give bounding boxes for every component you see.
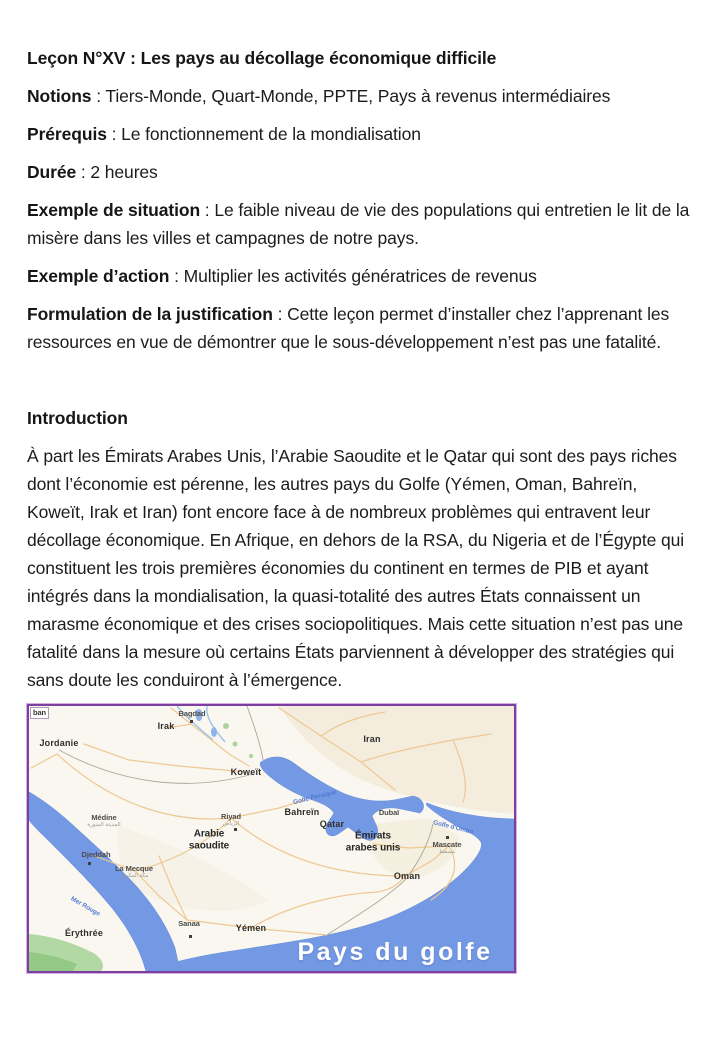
map-caption: Pays du golfe (297, 938, 493, 966)
map-label-erythree: Érythrée (64, 928, 104, 938)
label-formulation: Formulation de la justification (27, 304, 273, 324)
map-label-medine: Médine (91, 813, 117, 822)
map-label-koweit: Koweït (230, 767, 262, 777)
map-label-golfe-oman: Golfe d'Oman (432, 819, 474, 836)
text-notions: : Tiers-Monde, Quart-Monde, PPTE, Pays à revenus intermédiaires (91, 86, 611, 106)
map-label-iran: Iran (363, 734, 381, 744)
map-label-mer-rouge: Mer Rouge (69, 895, 102, 918)
map-label-mascate-arabic: مسقط (439, 849, 455, 855)
label-notions: Notions (27, 86, 92, 106)
map-label-riyad: Riyad (221, 812, 241, 821)
section-heading-text: Introduction (27, 408, 128, 428)
label-duree: Durée (27, 162, 77, 182)
label-exemple-action: Exemple d’action (27, 266, 170, 286)
map-label-dubai: Dubaï (378, 808, 400, 817)
paragraph-duree (27, 158, 693, 186)
blank-line (27, 366, 693, 404)
map-label-la-mecque: La Mecque (115, 864, 153, 873)
lesson-title (27, 44, 693, 72)
map-label-medine-arabic: المدينة المنورة (87, 822, 121, 828)
lesson-text (27, 44, 693, 973)
text-prerequis: : Le fonctionnement de la mondialisation (106, 124, 421, 144)
map-label-sanaa: Sanaa (178, 919, 200, 928)
map-label-yemen: Yémen (235, 923, 267, 933)
text-exemple-situation: : Le faible niveau de vie des populations qui entretien le lit de la misère dans les villes et campagnes de notre pays. (27, 200, 690, 248)
map-corner-label: ban (30, 707, 49, 719)
map-label-bagdad: Bagdad (178, 709, 206, 718)
gulf-map-image (27, 704, 516, 973)
label-exemple-situation: Exemple de situation (27, 200, 201, 220)
text-duree: : 2 heures (76, 162, 158, 182)
lesson-title-text: Leçon N°XV : Les pays au décollage économique difficile (27, 48, 497, 68)
map-label-emirats: Émirats arabes unis (345, 830, 401, 853)
paragraph-exemple-action (27, 262, 693, 290)
map-label-la-mecque-arabic: مكة المكرمة (119, 873, 149, 879)
map-label-bahrein: Bahreïn (284, 807, 320, 817)
map-label-golfe-persique: Golfe Persique (292, 788, 338, 807)
map-label-oman: Oman (393, 871, 421, 881)
section-heading (27, 404, 693, 432)
paragraph-exemple-situation (27, 196, 693, 252)
paragraph-prerequis (27, 120, 693, 148)
intro-paragraph: À part les Émirats Arabes Unis, l’Arabie Saoudite et le Qatar qui sont des pays riches dont l’économie est pérenne, les autres pays du Golfe (Yémen, Oman, Bahreïn, Koweït, Irak et Iran) font encore face à de nombreux problèmes qui entravent leur décollage économique. En Afrique, en dehors de la RSA, du Nigeria et de l’Égypte qui constituent les trois premières économies du continent en termes de PIB et ayant intégrés dans la mondialisation, la quasi-totalité des autres États connaissent un marasme économique et des crises sociopolitiques. Mais cette situation n’est pas une fatalité dans la mesure où certains États parviennent à développer des stratégies qui sans doute les conduiront à l’émergence. (27, 446, 685, 690)
map-label-riyad-arabic: الرياض (222, 821, 240, 827)
map-label-qatar: Qatar (319, 819, 345, 829)
label-prerequis: Prérequis (27, 124, 107, 144)
paragraph-notions (27, 82, 693, 110)
map-label-jordanie: Jordanie (39, 738, 79, 748)
map-label-mascate: Mascate (432, 840, 462, 849)
paragraph-formulation (27, 300, 693, 356)
map-label-irak: Irak (157, 721, 175, 731)
text-exemple-action: : Multiplier les activités génératrices de revenus (169, 266, 537, 286)
map-label-arabie-saoudite: Arabie saoudite (188, 828, 230, 851)
text-formulation: : Cette leçon permet d’installer chez l’apprenant les ressources en vue de démontrer que le sous-développement n’est pas une fatalité. (27, 304, 670, 352)
map-label-djeddah: Djeddah (81, 850, 111, 859)
